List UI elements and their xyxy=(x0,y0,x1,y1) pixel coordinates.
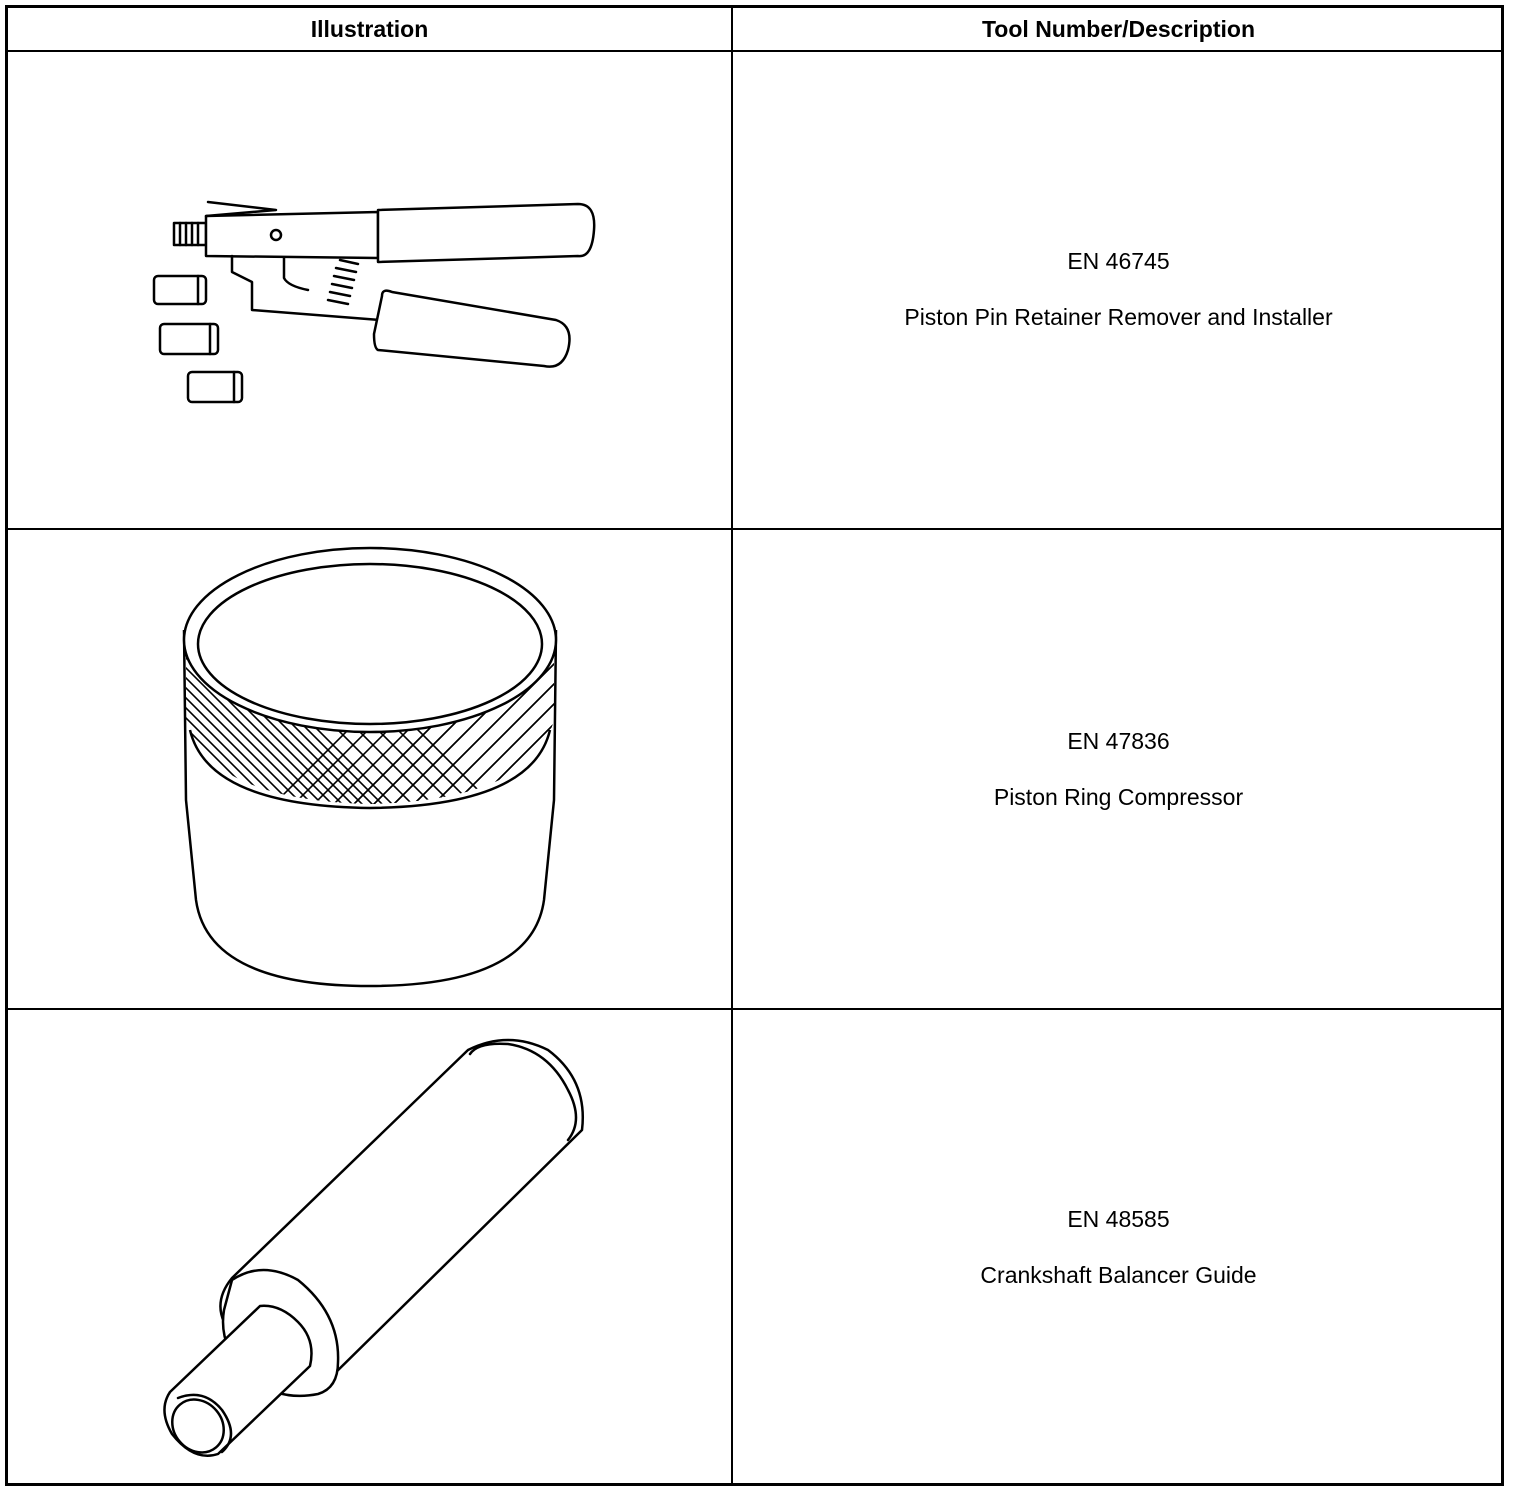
header-tool-number-description: Tool Number/Description xyxy=(981,16,1256,42)
balancer-guide-icon xyxy=(8,1010,731,1488)
special-tools-table xyxy=(5,5,1504,1486)
ring-compressor-icon xyxy=(8,530,731,1008)
tool-description: Piston Ring Compressor xyxy=(993,784,1244,810)
tool-number: EN 46745 xyxy=(1067,248,1170,274)
tool-description-cell xyxy=(733,530,1504,1008)
illustration-cell xyxy=(8,52,731,528)
header-illustration: Illustration xyxy=(310,16,429,42)
illustration-cell xyxy=(8,1010,731,1486)
tool-description: Piston Pin Retainer Remover and Installer xyxy=(904,304,1333,330)
tool-number: EN 47836 xyxy=(1067,728,1170,754)
illustration-cell xyxy=(8,530,731,1008)
tool-description-cell xyxy=(733,52,1504,528)
tool-number: EN 48585 xyxy=(1067,1206,1170,1232)
tool-description-cell xyxy=(733,1010,1504,1486)
tool-description: Crankshaft Balancer Guide xyxy=(980,1262,1257,1288)
pliers-tool-icon xyxy=(8,52,731,530)
